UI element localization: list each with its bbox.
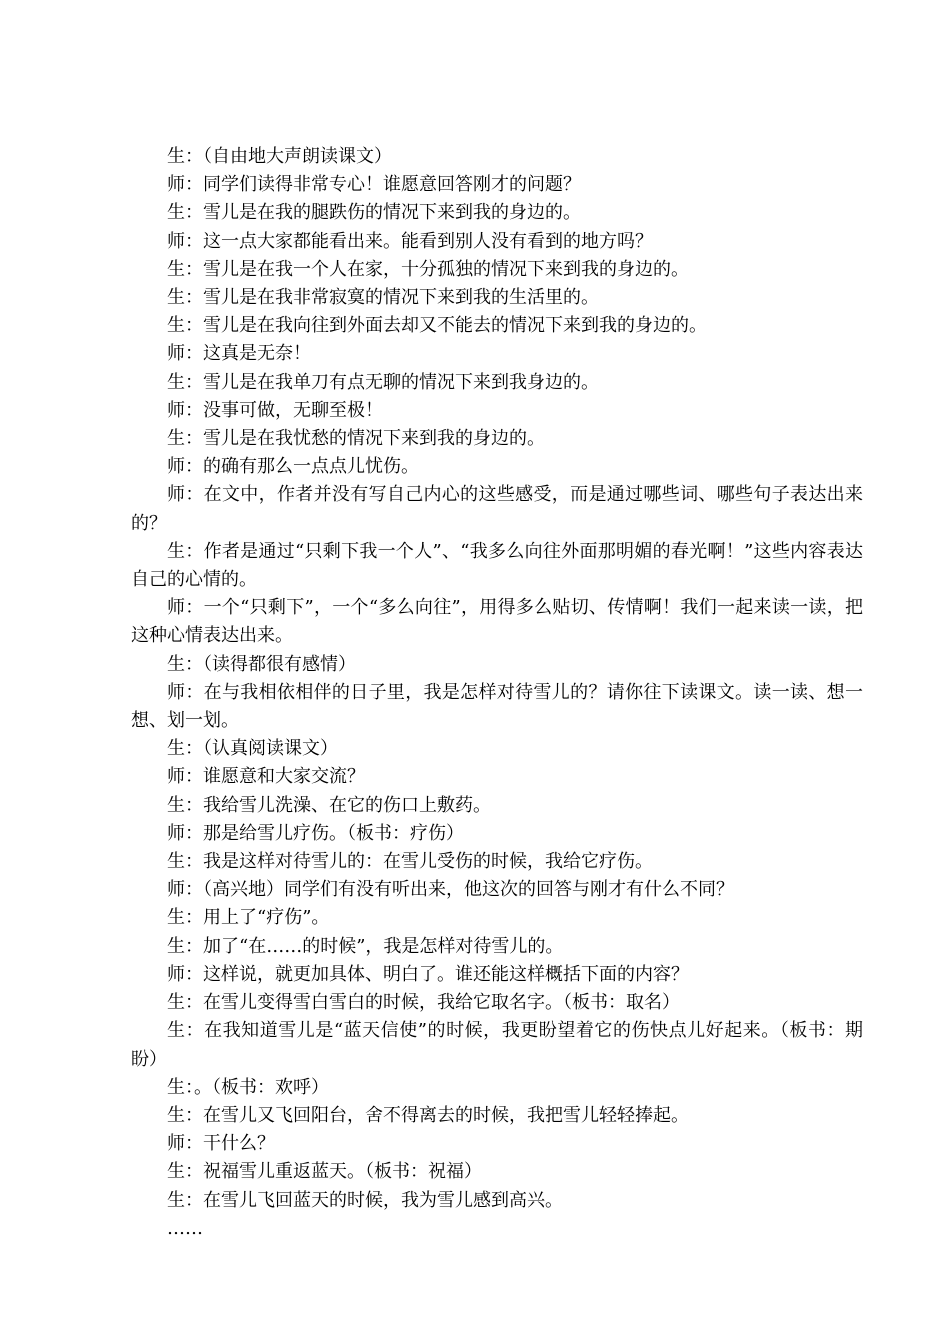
paragraph: 生：我是这样对待雪儿的：在雪儿受伤的时候，我给它疗伤。	[167, 851, 653, 873]
paragraph: 生：（读得都很有感情）	[167, 653, 356, 675]
paragraph: 师：（高兴地）同学们有没有听出来，他这次的回答与刚才有什么不同？	[167, 879, 734, 901]
paragraph: 师：的确有那么一点点儿忧伤。	[167, 456, 419, 478]
paragraph: 生：（自由地大声朗读课文）	[167, 146, 392, 167]
paragraph: 师：这真是无奈！	[167, 343, 311, 365]
paragraph: 生：雪儿是在我的腿跌伤的情况下来到我的身边的。	[167, 202, 581, 224]
paragraph: 生：雪儿是在我向往到外面去却又不能去的情况下来到我的身边的。	[167, 315, 707, 337]
paragraph: 生：雪儿是在我单刀有点无聊的情况下来到我身边的。	[167, 371, 599, 393]
lesson-transcript	[131, 143, 863, 1243]
paragraph: 生：。（板书：欢呼）	[167, 1076, 329, 1098]
paragraph: 师：这样说，就更加具体、明白了。谁还能这样概括下面的内容？	[167, 963, 689, 985]
paragraph: 生：在雪儿变得雪白雪白的时候，我给它取名字。（板书：取名）	[167, 992, 680, 1014]
paragraph: 生：在雪儿又飞回阳台，舍不得离去的时候，我把雪儿轻轻捧起。	[167, 1104, 689, 1126]
paragraph: 生：加了“在……的时候”，我是怎样对待雪儿的。	[167, 935, 564, 957]
paragraph: 师：在文中，作者并没有写自己内心的这些感受，而是通过哪些词、哪些句子表达出来的？	[131, 484, 863, 534]
paragraph: 师：在与我相依相伴的日子里，我是怎样对待雪儿的？请你往下读课文。读一读、想一想、划一划。	[131, 681, 863, 732]
paragraph: 师：那是给雪儿疗伤。（板书：疗伤）	[167, 822, 464, 844]
ellipsis-line: ……	[167, 1217, 203, 1239]
paragraph: 生：（认真阅读课文）	[167, 738, 338, 760]
paragraph: 生：作者是通过“只剩下我一个人”、“我多么向往外面那明媚的春光啊！”这些内容表达自己的心情的。	[131, 540, 863, 591]
paragraph: 生：在雪儿飞回蓝天的时候，我为雪儿感到高兴。	[167, 1189, 563, 1211]
paragraph: 生：用上了“疗伤”。	[167, 907, 330, 929]
paragraph: 生：在我知道雪儿是“蓝天信使”的时候，我更盼望着它的伤快点儿好起来。（板书：期盼）	[131, 1020, 863, 1070]
paragraph: 师：这一点大家都能看出来。能看到别人没有看到的地方吗？	[167, 230, 653, 252]
paragraph: 生：雪儿是在我忧愁的情况下来到我的身边的。	[167, 428, 545, 450]
paragraph: 生：我给雪儿洗澡、在它的伤口上敷药。	[167, 794, 491, 816]
paragraph: 师：干什么？	[167, 1133, 275, 1155]
paragraph: 师：没事可做，无聊至极！	[167, 399, 383, 421]
paragraph: 生：祝福雪儿重返蓝天。（板书：祝福）	[167, 1161, 482, 1183]
paragraph: 师：一个“只剩下”，一个“多么向往”，用得多么贴切、传情啊！我们一起来读一读，把这种心情表达出来。	[131, 597, 863, 647]
paragraph: 生：雪儿是在我非常寂寞的情况下来到我的生活里的。	[167, 287, 599, 309]
paragraph: 生：雪儿是在我一个人在家，十分孤独的情况下来到我的身边的。	[167, 258, 689, 280]
paragraph: 师：谁愿意和大家交流？	[167, 766, 365, 788]
paragraph: 师：同学们读得非常专心！谁愿意回答刚才的问题？	[167, 174, 581, 196]
